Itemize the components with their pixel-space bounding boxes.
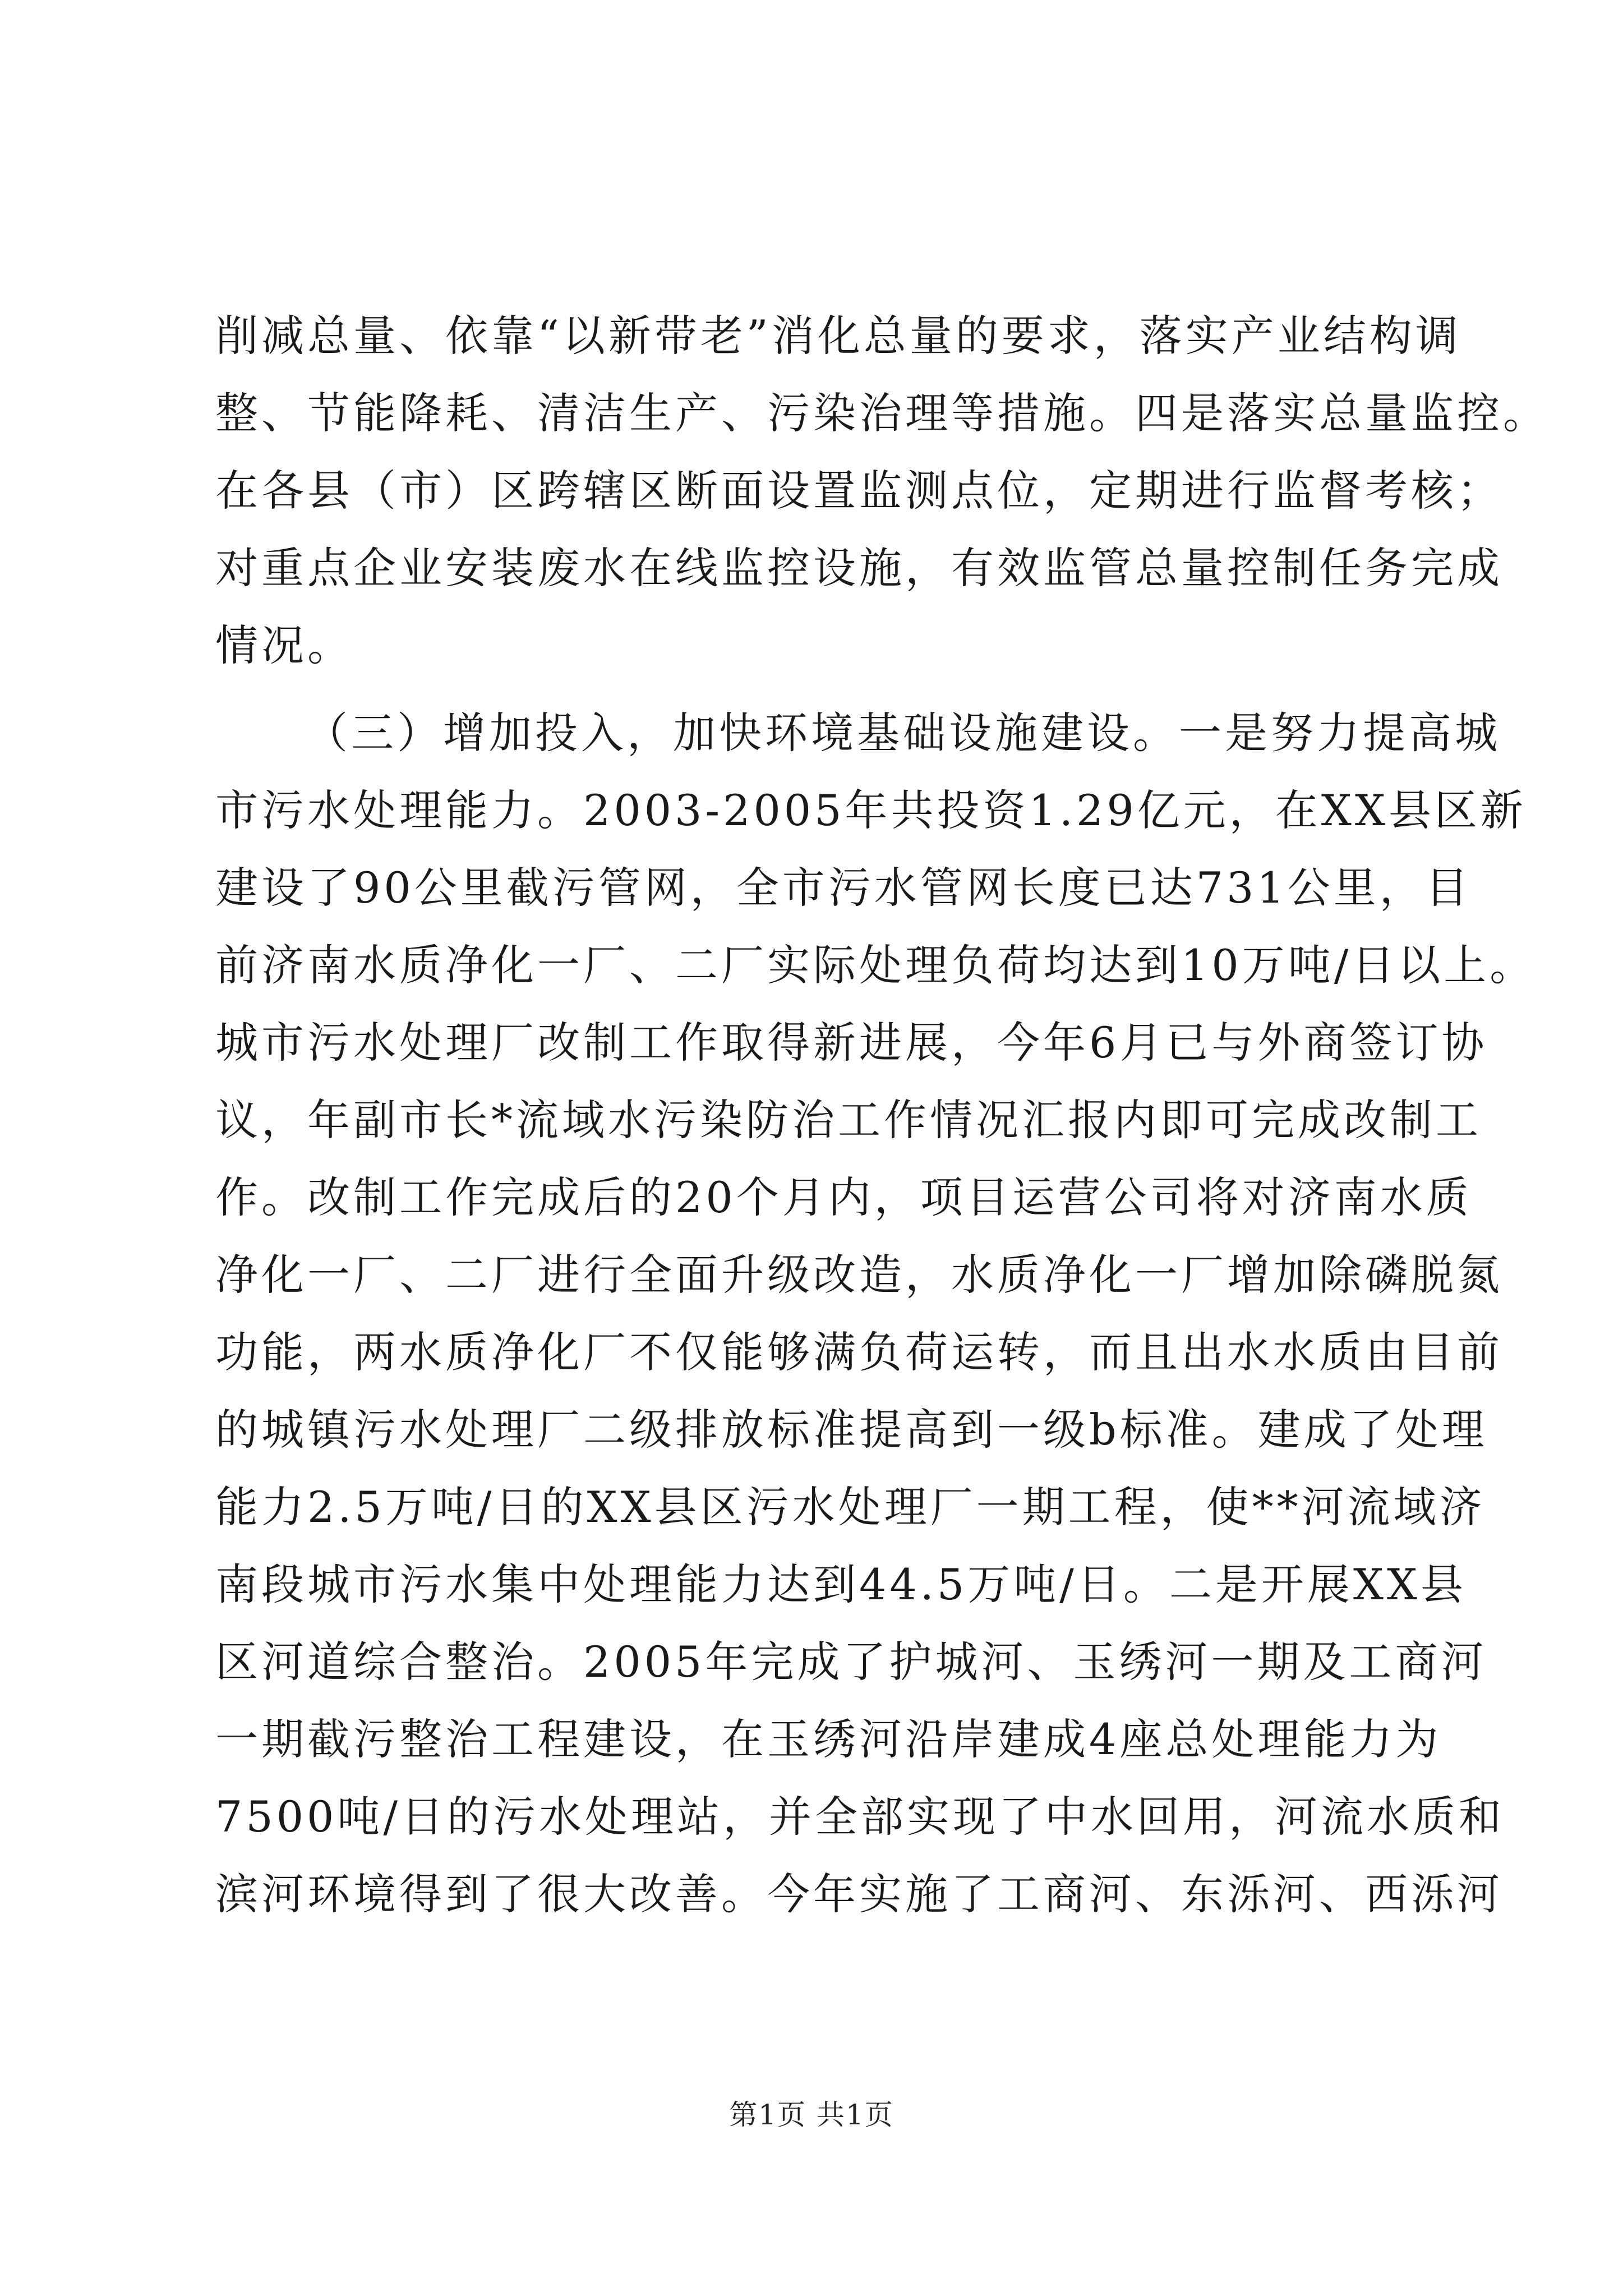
text-line: 7500吨/日的污水处理站，并全部实现了中水回用，河流水质和 — [215, 1792, 1505, 1842]
text-line: 议，年副市长*流域水污染防治工作情况汇报内即可完成改制工 — [215, 1095, 1482, 1145]
text-line: 建设了90公里截污管网，全市污水管网长度已达731公里，目 — [215, 863, 1472, 913]
text-line: 功能，两水质净化厂不仅能够满负荷运转，而且出水水质由目前 — [215, 1327, 1503, 1377]
text-line: 的城镇污水处理厂二级排放标准提高到一级b标准。建成了处理 — [215, 1405, 1488, 1455]
text-line: 一期截污整治工程建设，在玉绣河沿岸建成4座总处理能力为 — [215, 1714, 1442, 1764]
text-line: 南段城市污水集中处理能力达到44.5万吨/日。二是开展XX县 — [215, 1559, 1467, 1609]
page-footer: 第1页 共1页 — [729, 2099, 894, 2131]
text-line: 整、节能降耗、清洁生产、污染治理等措施。四是落实总量监控。 — [215, 388, 1549, 438]
text-line: 市污水处理能力。2003-2005年共投资1.29亿元，在XX县区新 — [215, 785, 1527, 835]
text-line: 在各县（市）区跨辖区断面设置监测点位，定期进行监督考核； — [215, 466, 1503, 516]
text-line: 对重点企业安装废水在线监控设施，有效监管总量控制任务完成 — [215, 543, 1503, 593]
text-line: 能力2.5万吨/日的XX县区污水处理厂一期工程，使**河流域济 — [215, 1482, 1486, 1532]
text-line: 前济南水质净化一厂、二厂实际处理负荷均达到10万吨/日以上。 — [215, 940, 1536, 990]
text-line: 情况。 — [215, 620, 353, 670]
text-line: 滨河环境得到了很大改善。今年实施了工商河、东泺河、西泺河 — [215, 1869, 1503, 1919]
text-line: 区河道综合整治。2005年完成了护城河、玉绣河一期及工商河 — [215, 1637, 1487, 1687]
text-line: 作。改制工作完成后的20个月内，项目运营公司将对济南水质 — [215, 1172, 1472, 1222]
body-text — [215, 297, 1549, 1933]
text-line: 净化一厂、二厂进行全面升级改造，水质净化一厂增加除磷脱氮 — [215, 1250, 1503, 1300]
text-line: 削减总量、依靠“以新带老”消化总量的要求，落实产业结构调 — [215, 311, 1461, 361]
paragraph-start-line: （三）增加投入，加快环境基础设施建设。一是努力提高城 — [305, 708, 1501, 758]
text-line: 城市污水处理厂改制工作取得新进展，今年6月已与外商签订协 — [215, 1018, 1488, 1068]
